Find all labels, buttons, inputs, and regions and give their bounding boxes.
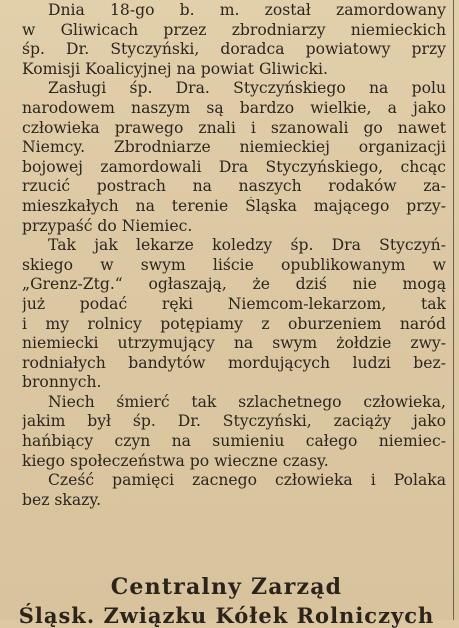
article-body [22,1,446,510]
signature-title: Centralny Zarząd [110,574,343,600]
text-line: bronnych. [22,373,102,392]
text-line: bez skazy. [22,490,102,509]
text-line: „Grenz-Ztg.“ ogłaszają, że dziś nie mogą [22,275,446,294]
text-line: i my rolnicy potępiamy z oburzeniem naród [22,314,446,333]
text-line: bojowej zamordowali Dra Styczyńskiego, chcąc [22,157,446,176]
text-line: narodowem naszym są bardzo wielkie, a jako [22,98,446,117]
text-line: hańbiący czyn na sumieniu całego niemiec- [22,432,446,451]
text-line: Niech śmierć tak szlachetnego człowieka, [48,392,446,411]
text-line: skiego w swym liście opublikowanym w [22,255,446,274]
text-line: jakim był śp. Dr. Styczyński, zaciąży jako [22,412,446,431]
column-rule [453,0,454,620]
text-line: człowieka prawego znali i szanowali go nawet [22,118,446,137]
text-line: Cześć pamięci zacnego człowieka i Polaka [48,471,446,490]
text-line: śp. Dr. Styczyński, doradca powiatowy przy [22,40,446,59]
signature-organization: Śląsk. Związku Kółek Rolniczych [18,603,435,628]
text-line: rodniałych bandytów mordujących ludzi bez- [22,353,446,372]
text-line: Dnia 18-go b. m. został zamordowany [48,1,446,19]
text-line: Zasługi śp. Dra. Styczyńskiego na polu [48,79,446,98]
text-line: Tak jak lekarze koledzy śp. Dra Styczyń- [48,236,446,255]
text-line: Komisji Koalicyjnej na powiat Gliwicki. [22,59,328,78]
text-line: mieszkałych na terenie Śląska mającego przy- [22,196,446,215]
text-line: rzucić postrach na naszych rodaków za- [22,177,446,196]
text-line: w Gliwicach przez zbrodniarzy niemieckich [22,20,446,39]
text-line: już podać ręki Niemcom-lekarzom, tak [22,294,446,313]
text-line: Niemcy. Zbrodniarze niemieckiej organizacji [22,138,446,157]
text-line: niemiecki utrzymujący na swym żołdzie zwy- [22,334,446,353]
text-line: kiego społeczeństwa po wieczne czasy. [22,451,329,470]
text-line: przypaść do Niemiec. [22,216,193,235]
